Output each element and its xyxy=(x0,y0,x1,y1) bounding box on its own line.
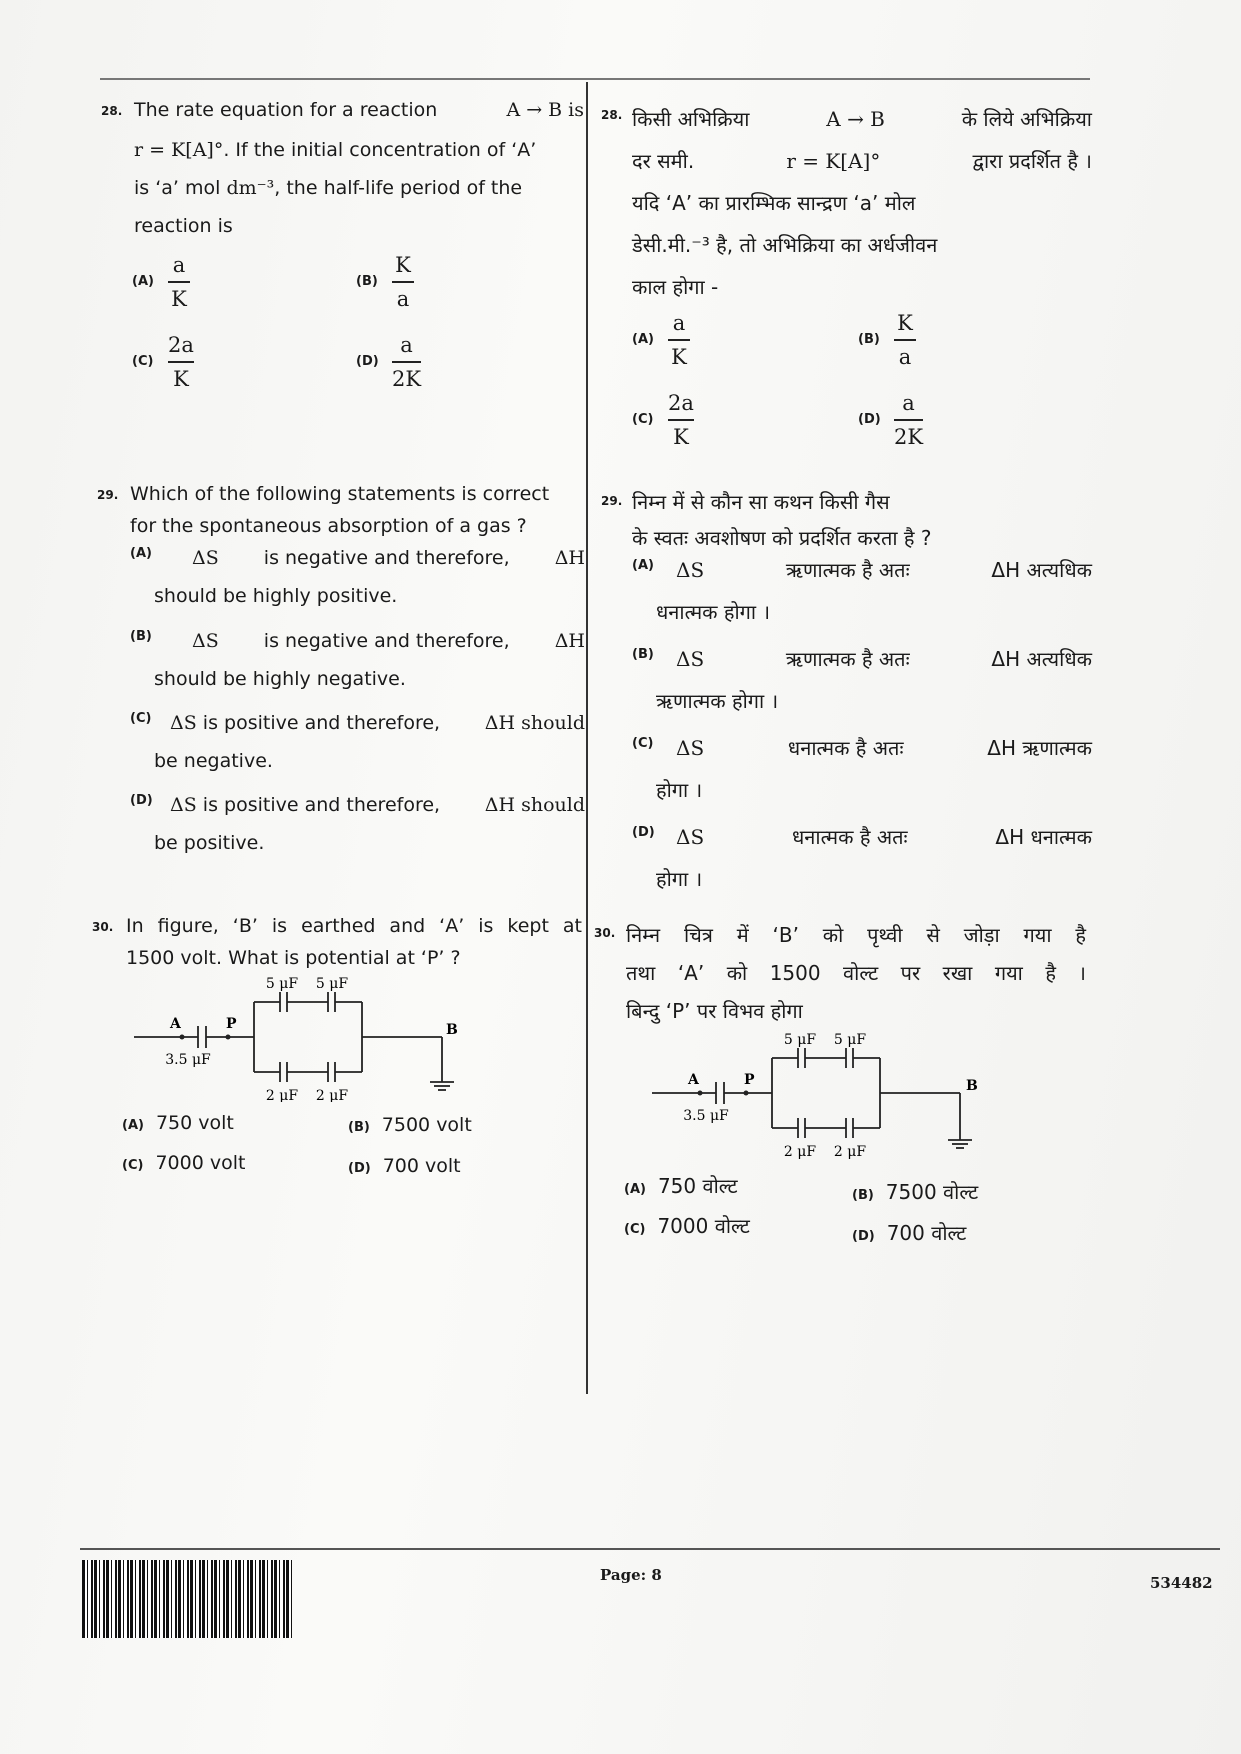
option-c[interactable] xyxy=(632,733,1092,805)
delta-s: ΔS xyxy=(676,647,705,671)
option-a[interactable] xyxy=(132,252,190,312)
q28h-line1a: किसी अभिक्रिया xyxy=(632,107,750,131)
delta-h: ΔH अत्यधिक xyxy=(991,647,1092,671)
capacitor-circuit-diagram xyxy=(130,972,470,1102)
q28h-line2c: द्वारा प्रदर्शित है । xyxy=(972,149,1092,173)
option-text: धनात्मक है अतः xyxy=(787,736,904,760)
option-label: (B) xyxy=(852,1188,874,1203)
option-text: 7000 वोल्ट xyxy=(657,1214,750,1238)
delta-h: ΔH xyxy=(554,547,585,569)
numerator: K xyxy=(897,311,913,335)
option-text-2: होगा । xyxy=(656,778,703,802)
fraction xyxy=(894,390,923,450)
cap-top1-label: 5 μF xyxy=(783,1032,817,1048)
option-label: (C) xyxy=(132,354,154,370)
question-text xyxy=(130,478,585,542)
option-text-2: होगा । xyxy=(656,867,703,891)
option-label: (D) xyxy=(858,412,881,428)
option-b[interactable] xyxy=(632,644,1092,716)
option-a[interactable] xyxy=(632,310,690,370)
option-a[interactable] xyxy=(624,1172,738,1199)
top-rule xyxy=(100,78,1090,80)
cap-series-label: 3.5 μF xyxy=(683,1108,729,1124)
option-label: (D) xyxy=(348,1161,371,1176)
delta-s: ΔS xyxy=(170,712,197,734)
option-label: (C) xyxy=(130,711,152,726)
q28-rate-eq: r = K[A]° xyxy=(134,139,224,161)
option-label: (B) xyxy=(858,332,880,348)
option-a[interactable] xyxy=(632,555,1092,627)
option-c[interactable] xyxy=(122,1152,245,1174)
option-c[interactable] xyxy=(132,332,194,392)
option-text: 700 volt xyxy=(382,1155,461,1177)
q29h-line2: के स्वतः अवशोषण को प्रदर्शित करता है ? xyxy=(632,526,932,550)
cap-top1-label: 5 μF xyxy=(265,976,299,992)
q28-unit: dm⁻³ xyxy=(226,177,275,199)
q28h-line2a: दर समी. xyxy=(632,149,695,173)
cap-bot1-label: 2 μF xyxy=(783,1144,817,1160)
question-text xyxy=(632,98,1092,308)
q28-reaction: A → B is xyxy=(506,99,584,121)
delta-h: ΔH धनात्मक xyxy=(995,825,1092,849)
option-text: is positive and therefore, xyxy=(202,712,441,734)
denominator: K xyxy=(673,424,689,449)
q28h-reaction: A → B xyxy=(826,107,885,131)
option-label: (D) xyxy=(852,1229,875,1244)
fraction xyxy=(168,252,190,312)
q29-line1: Which of the following statements is correct xyxy=(130,483,550,505)
option-label: (A) xyxy=(130,546,152,561)
q30h-line1: निम्न चित्र में ‘B’ को पृथ्वी से जोड़ा गया है xyxy=(626,923,1086,947)
option-d[interactable] xyxy=(348,1155,461,1177)
cap-bot1-label: 2 μF xyxy=(265,1088,299,1102)
option-label: (A) xyxy=(624,1182,646,1197)
option-d[interactable] xyxy=(632,822,1092,894)
question-number: 28. xyxy=(601,108,623,122)
option-text: 7500 वोल्ट xyxy=(885,1180,979,1204)
q28h-rate-eq: r = K[A]° xyxy=(786,149,881,173)
q30h-line2: तथा ‘A’ को 1500 वोल्ट पर रखा गया है । xyxy=(626,961,1086,985)
option-text: 750 volt xyxy=(155,1112,234,1134)
delta-h: ΔH should xyxy=(484,712,585,734)
node-a-label: A xyxy=(170,1016,181,1032)
option-b[interactable] xyxy=(130,626,585,694)
denominator: 2K xyxy=(392,366,422,391)
option-label: (B) xyxy=(130,629,152,644)
q28-line4: reaction is xyxy=(134,215,233,237)
cap-bot2-label: 2 μF xyxy=(315,1088,349,1102)
option-label: (D) xyxy=(130,793,153,808)
q28-line1: The rate equation for a reaction xyxy=(134,99,438,121)
numerator: a xyxy=(400,333,413,357)
option-text-2: धनात्मक होगा । xyxy=(656,600,771,624)
option-text: 7500 volt xyxy=(381,1114,472,1136)
question-number: 28. xyxy=(101,104,123,118)
option-label: (D) xyxy=(632,825,655,840)
denominator: 2K xyxy=(894,424,924,449)
option-text: is positive and therefore, xyxy=(202,794,441,816)
node-p-label: P xyxy=(226,1016,237,1032)
option-text-2: should be highly positive. xyxy=(154,585,398,607)
barcode xyxy=(82,1560,292,1638)
column-divider xyxy=(586,82,588,1394)
option-text: 7000 volt xyxy=(155,1152,246,1174)
q30-line2: 1500 volt. What is potential at ‘P’ ? xyxy=(126,947,461,969)
denominator: K xyxy=(173,366,189,391)
node-b-label: B xyxy=(966,1078,978,1094)
node-a-label: A xyxy=(688,1072,699,1088)
option-text: 700 वोल्ट xyxy=(886,1221,967,1245)
fraction xyxy=(668,310,690,370)
delta-s: ΔS xyxy=(676,736,705,760)
option-d[interactable] xyxy=(356,332,421,392)
delta-s: ΔS xyxy=(676,825,705,849)
denominator: K xyxy=(171,286,187,311)
option-a[interactable] xyxy=(122,1112,234,1134)
delta-h: ΔH अत्यधिक xyxy=(991,558,1092,582)
option-b[interactable] xyxy=(356,252,414,312)
numerator: a xyxy=(172,253,186,277)
delta-h: ΔH should xyxy=(484,794,585,816)
option-a[interactable] xyxy=(130,543,585,611)
cap-top2-label: 5 μF xyxy=(315,976,349,992)
q30h-line3: बिन्दु ‘P’ पर विभव होगा xyxy=(626,999,803,1023)
option-text-2: be positive. xyxy=(154,832,265,854)
option-c[interactable] xyxy=(632,390,694,450)
numerator: 2a xyxy=(668,391,694,415)
numerator: a xyxy=(902,391,915,415)
option-text-2: should be highly negative. xyxy=(154,668,406,690)
option-label: (B) xyxy=(632,647,654,662)
option-b[interactable] xyxy=(348,1114,472,1136)
cap-series-label: 3.5 μF xyxy=(165,1052,211,1068)
option-b[interactable] xyxy=(852,1178,978,1205)
question-number: 30. xyxy=(594,926,616,940)
denominator: a xyxy=(396,286,410,311)
denominator: K xyxy=(671,344,687,369)
option-label: (A) xyxy=(632,332,654,348)
question-text xyxy=(134,93,584,243)
question-number: 29. xyxy=(601,494,623,508)
q29-line2: for the spontaneous absorption of a gas ? xyxy=(130,515,527,537)
paper-code: 534482 xyxy=(1150,1574,1213,1592)
denominator: a xyxy=(898,344,912,369)
option-d[interactable] xyxy=(130,790,585,858)
fraction xyxy=(168,332,194,392)
option-label: (C) xyxy=(632,412,654,428)
option-label: (A) xyxy=(122,1118,144,1133)
option-d[interactable] xyxy=(852,1219,966,1246)
option-text: ऋणात्मक है अतः xyxy=(785,558,910,582)
option-text: is negative and therefore, xyxy=(263,630,510,652)
option-text-2: ऋणात्मक होगा । xyxy=(656,689,779,713)
option-c[interactable] xyxy=(624,1212,750,1239)
option-text: 750 वोल्ट xyxy=(657,1174,738,1198)
numerator: a xyxy=(672,311,686,335)
question-number: 29. xyxy=(97,488,119,502)
fraction xyxy=(668,390,694,450)
q28-line3c: , the half-life period of the xyxy=(274,177,523,199)
option-b[interactable] xyxy=(858,310,916,370)
option-label: (C) xyxy=(624,1222,646,1237)
option-c[interactable] xyxy=(130,708,585,776)
option-label: (A) xyxy=(132,274,154,290)
q28h-line3: यदि ‘A’ का प्रारम्भिक सान्द्रण ‘a’ मोल xyxy=(632,191,916,215)
option-text: धनात्मक है अतः xyxy=(791,825,908,849)
option-label: (D) xyxy=(356,354,379,370)
q30-line1: In figure, ‘B’ is earthed and ‘A’ is kept at xyxy=(126,915,582,937)
q28h-line5: काल होगा - xyxy=(632,275,719,299)
delta-s: ΔS xyxy=(170,794,197,816)
option-text: is negative and therefore, xyxy=(263,547,510,569)
footer-rule xyxy=(80,1548,1220,1550)
fraction xyxy=(894,310,916,370)
delta-s: ΔS xyxy=(192,547,219,569)
page-number: Page: 8 xyxy=(600,1566,662,1584)
delta-h: ΔH xyxy=(554,630,585,652)
fraction xyxy=(392,332,421,392)
question-text xyxy=(632,484,1092,556)
numerator: K xyxy=(395,253,411,277)
option-d[interactable] xyxy=(858,390,923,450)
fraction xyxy=(392,252,414,312)
capacitor-circuit-diagram xyxy=(648,1028,988,1163)
delta-h: ΔH ऋणात्मक xyxy=(987,736,1092,760)
option-label: (B) xyxy=(356,274,378,290)
q28-line3a: is ‘a’ mol xyxy=(134,177,221,199)
q29h-line1: निम्न में से कौन सा कथन किसी गैस xyxy=(632,490,890,514)
delta-s: ΔS xyxy=(676,558,705,582)
q28h-line1c: के लिये अभिक्रिया xyxy=(961,107,1092,131)
option-label: (A) xyxy=(632,558,654,573)
node-b-label: B xyxy=(446,1022,458,1038)
delta-s: ΔS xyxy=(192,630,219,652)
question-number: 30. xyxy=(92,920,114,934)
option-label: (C) xyxy=(632,736,654,751)
cap-top2-label: 5 μF xyxy=(833,1032,867,1048)
option-label: (C) xyxy=(122,1158,144,1173)
q28h-line4: डेसी.मी.⁻³ है, तो अभिक्रिया का अर्धजीवन xyxy=(632,233,938,257)
cap-bot2-label: 2 μF xyxy=(833,1144,867,1160)
question-text xyxy=(626,916,1086,1030)
question-text xyxy=(126,910,582,974)
option-text: ऋणात्मक है अतः xyxy=(785,647,910,671)
option-text-2: be negative. xyxy=(154,750,273,772)
numerator: 2a xyxy=(168,333,194,357)
node-p-label: P xyxy=(744,1072,755,1088)
q28-line2: . If the initial concentration of ‘A’ xyxy=(223,139,537,161)
option-label: (B) xyxy=(348,1120,370,1135)
